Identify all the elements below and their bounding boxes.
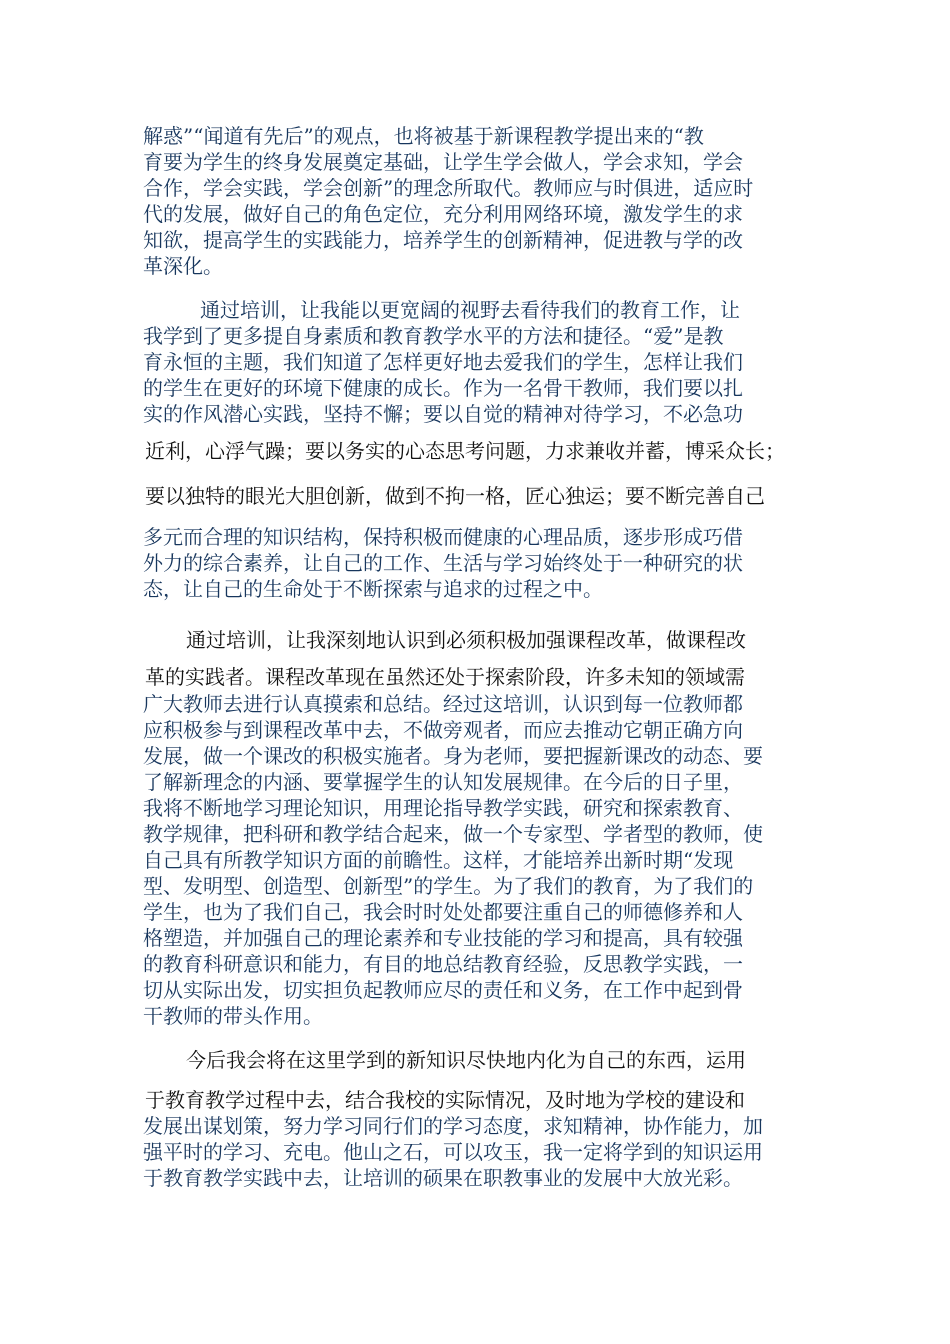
text-line: 知欲，提高学生的实践能力，培养学生的创新精神，促进教与学的改 (143, 228, 743, 252)
text-line: 合作，学会实践，学会创新”的理念所取代。教师应与时俱进，适应时 (143, 176, 754, 200)
text-line: 发展出谋划策，努力学习同行们的学习态度，求知精神，协作能力，加 (143, 1114, 763, 1138)
text-line: 广大教师去进行认真摸索和总结。经过这培训，认识到每一位教师都 (143, 692, 743, 716)
text-line: 的学生在更好的环境下健康的成长。作为一名骨干教师，我们要以扎 (143, 376, 743, 400)
text-line: 学生，也为了我们自己，我会时时处处都要注重自己的师德修养和人 (143, 900, 743, 924)
text-line: 格塑造，并加强自己的理论素养和专业技能的学习和提高，具有较强 (143, 926, 743, 950)
text-line: 近利，心浮气躁；要以务实的心态思考问题，力求兼收并蓄，博采众长； (145, 439, 785, 463)
text-line: 育永恒的主题，我们知道了怎样更好地去爱我们的学生，怎样让我们 (143, 350, 743, 374)
text-line: 于教育教学实践中去，让培训的硕果在职教事业的发展中大放光彩。 (143, 1166, 743, 1190)
text-line: 革深化。 (143, 254, 223, 278)
text-line: 态，让自己的生命处于不断探索与追求的过程之中。 (143, 577, 603, 601)
text-line: 解惑”“闻道有先后”的观点，也将被基于新课程教学提出来的“教 (143, 124, 704, 148)
text-line: 强平时的学习、充电。他山之石，可以攻玉，我一定将学到的知识运用 (143, 1140, 763, 1164)
text-line: 我学到了更多提自身素质和教育教学水平的方法和捷径。“爱”是教 (143, 324, 724, 348)
text-line: 我将不断地学习理论知识，用理论指导教学实践，研究和探索教育、 (143, 796, 743, 820)
text-line: 切从实际出发，切实担负起教师应尽的责任和义务，在工作中起到骨 (143, 978, 743, 1002)
text-line: 型、发明型、创造型、创新型”的学生。为了我们的教育，为了我们的 (143, 874, 754, 898)
text-line: 要以独特的眼光大胆创新，做到不拘一格，匠心独运；要不断完善自己 (145, 484, 765, 508)
text-line: 通过培训，让我深刻地认识到必须积极加强课程改革，做课程改 (186, 628, 746, 652)
text-line: 通过培训，让我能以更宽阔的视野去看待我们的教育工作，让 (200, 298, 740, 322)
text-line: 外力的综合素养，让自己的工作、生活与学习始终处于一种研究的状 (143, 551, 743, 575)
text-line: 实的作风潜心实践，坚持不懈；要以自觉的精神对待学习，不必急功 (143, 402, 743, 426)
text-line: 自己具有所教学知识方面的前瞻性。这样，才能培养出新时期“发现 (143, 848, 734, 872)
text-line: 的教育科研意识和能力，有目的地总结教育经验，反思教学实践，一 (143, 952, 743, 976)
text-line: 多元而合理的知识结构，保持积极而健康的心理品质，逐步形成巧借 (143, 525, 743, 549)
text-line: 育要为学生的终身发展奠定基础，让学生学会做人，学会求知，学会 (143, 150, 743, 174)
text-line: 应积极参与到课程改革中去，不做旁观者，而应去推动它朝正确方向 (143, 718, 743, 742)
text-line: 革的实践者。课程改革现在虽然还处于探索阶段，许多未知的领域需 (145, 665, 745, 689)
text-line: 今后我会将在这里学到的新知识尽快地内化为自己的东西，运用 (186, 1048, 746, 1072)
text-line: 于教育教学过程中去，结合我校的实际情况，及时地为学校的建设和 (145, 1088, 745, 1112)
text-line: 代的发展，做好自己的角色定位，充分利用网络环境，激发学生的求 (143, 202, 743, 226)
text-line: 教学规律，把科研和教学结合起来，做一个专家型、学者型的教师，使 (143, 822, 763, 846)
text-line: 发展，做一个课改的积极实施者。身为老师，要把握新课改的动态、要 (143, 744, 763, 768)
text-line: 干教师的带头作用。 (143, 1004, 323, 1028)
text-line: 了解新理念的内涵、要掌握学生的认知发展规律。在今后的日子里， (143, 770, 743, 794)
